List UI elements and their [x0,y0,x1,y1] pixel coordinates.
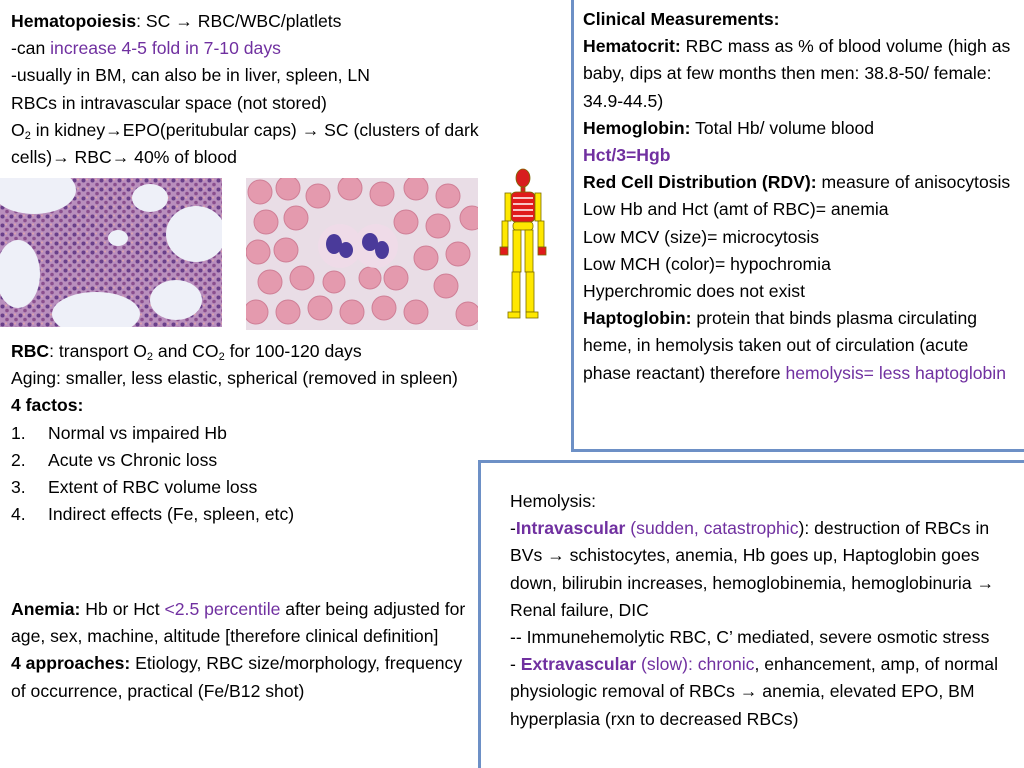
rbc-title: RBC [11,341,50,361]
arrow-icon: → [175,11,193,31]
hematopoiesis-line-1: Hematopoiesis: SC → RBC/WBC/platlets [11,11,342,31]
hematocrit-text: Hematocrit: RBC mass as % of blood volume (high as baby, dips at few months then men: 38.8-50/ female: 34.9-44.5) [583,36,1011,111]
blood-smear-image [246,178,478,330]
clinical-title: Clinical Measurements: [583,9,780,29]
haptoglobin-text: Haptoglobin: protein that binds plasma circulating heme, in hemolysis taken out of circulation (acute phase reactant) therefore hemolysis= less haptoglobin [583,308,1006,383]
divider-horizontal-lower [478,460,1024,463]
anemia-approaches: 4 approaches: Etiology, RBC size/morphology, frequency of occurrence, practical (Fe/B12 shot) [11,653,463,701]
rbc-aging-text: Aging: smaller, less elastic, spherical (removed in spleen) [11,368,458,389]
low-hb-text: Low Hb and Hct (amt of RBC)= anemia [583,199,889,220]
rbc-line-1: RBC: transport $O_2$ and $CO_2$ for 100-120 days [11,341,362,363]
rbc-block [11,338,469,528]
arrow-icon: → [52,147,70,168]
list-item: 1. Normal vs impaired Hb [11,422,227,443]
hyperchromic-text: Hyperchromic does not exist [583,281,805,302]
hematopoiesis-line-3: -usually in BM, can also be in liver, spleen, LN [11,65,370,86]
anemia-definition: Anemia: Hb or Hct <2.5 percentile after being adjusted for age, sex, machine, altitude [therefore clinical definition] [11,599,466,647]
immunehemolytic-text: -- Immunehemolytic RBC, C’ mediated, severe osmotic stress [510,627,990,648]
hematopoiesis-line-4: RBCs in intravascular space (not stored) [11,92,327,113]
intravascular-text: -Intravascular (sudden, catastrophic): destruction of RBCs in BVs → schistocytes, anemia, Hb goes up, Haptoglobin goes down, bilirubin increases, hemoglobinemia, hemoglobinuria → Renal failure, DIC [510,518,995,620]
factors-list [11,420,469,529]
anemia-block [11,596,477,705]
hemoglobin-text: Hemoglobin: Total Hb/ volume blood [583,117,875,138]
intravascular-label: Intravascular [515,518,626,539]
hct-formula: Hct/3=Hgb [583,145,671,166]
low-mcv-text: Low MCV (size)= microcytosis [583,226,820,247]
extravascular-label: Extravascular [520,654,637,675]
arrow-icon: → [301,119,320,140]
increase-highlight: increase 4-5 fold in 7-10 days [50,38,281,59]
skeleton-figure [494,168,552,324]
bone-marrow-histology-image [0,178,222,327]
arrow-icon: → [739,681,758,702]
haptoglobin-highlight: hemolysis= less haptoglobin [785,362,1006,383]
low-mch-text: Low MCH (color)= hypochromia [583,253,831,274]
factors-title: 4 factos: [11,395,84,416]
arrow-icon: → [976,572,995,593]
hemolysis-title: Hemolysis: [510,491,597,511]
hemolysis-block [510,488,1016,733]
list-item: 4. Indirect effects (Fe, spleen, etc) [11,504,295,525]
extravascular-text: - Extravascular (slow): chronic, enhancement, amp, of normal physiologic removal of RBCs → anemia, elevated EPO, BM hyperplasia (rxn to decreased RBCs) [510,654,998,729]
hematopoiesis-line-6: cells)→ RBC→ 40% of blood [11,147,237,168]
arrow-icon: → [111,147,130,168]
divider-vertical-upper [571,0,574,452]
divider-vertical-lower [478,460,481,768]
hematopoiesis-block [11,8,571,171]
approaches-title: 4 approaches: [11,653,131,674]
hematopoiesis-line-2: -can increase 4-5 fold in 7-10 days [11,38,281,59]
list-item: 3. Extent of RBC volume loss [11,477,258,498]
hematopoiesis-title: Hematopoiesis [11,11,137,31]
rdw-text: Red Cell Distribution (RDV): measure of anisocytosis [583,172,1011,193]
percentile-highlight: <2.5 percentile [164,599,281,619]
divider-horizontal [571,449,1024,452]
list-item: 2. Acute vs Chronic loss [11,449,218,470]
arrow-icon: → [547,545,565,566]
hematopoiesis-line-5: $O_2$ in kidney→EPO(peritubular caps) → SC (clusters of dark [11,119,479,142]
arrow-icon: → [105,119,123,140]
clinical-measurements-block [583,6,1013,387]
anemia-title: Anemia: [11,599,81,619]
